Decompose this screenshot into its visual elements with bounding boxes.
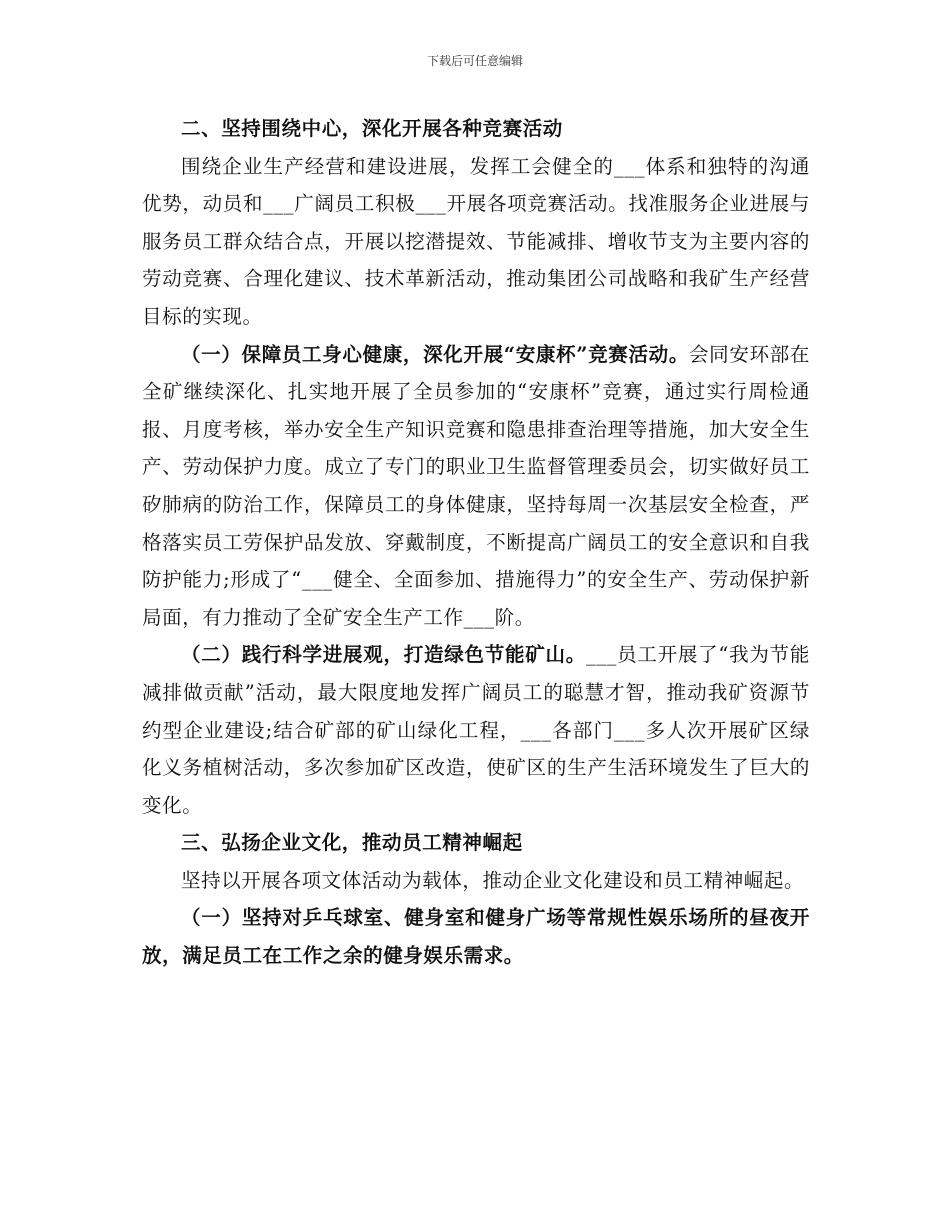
bold-paragraph: （一）坚持对乒乓球室、健身室和健身广场等常规性娱乐场所的昼夜开放，满足员工在工作之余的健身娱乐需求。 [142, 906, 810, 968]
paragraph-lead: （一）保障员工身心健康，深化开展“安康杯”竞赛活动。 [181, 342, 689, 366]
section-heading-2: 二、坚持围绕中心，深化开展各种竞赛活动 [181, 117, 563, 140]
paragraph: 围绕企业生产经营和建设进展，发挥工会健全的___体系和独特的沟通优势，动员和___广阔员工积极___开展各项竞赛活动。找准服务企业进展与服务员工群众结合点，开展以挖潜提效、节能减排、增收节支为主要内容的劳动竞赛、合理化建议、技术革新活动，推动集团公司战略和我矿生产经营目标的实现。 [142, 154, 810, 328]
section-heading-3: 三、弘扬企业文化，推动员工精神崛起 [181, 831, 523, 855]
paragraph-body: ___员工开展了“我为节能减排做贡献”活动，最大限度地发挥广阔员工的聪慧才智，推动我矿资源节约型企业建设;结合矿部的矿山绿化工程，___各部门___多人次开展矿区绿化义务植树活动，多次参加矿区改造，使矿区的生产生活环境发生了巨大的变化。 [142, 643, 810, 817]
paragraph-body: 会同安环部在全矿继续深化、扎实地开展了全员参加的“安康杯”竞赛，通过实行周检通报、月度考核，举办安全生产知识竞赛和隐患排查治理等措施，加大安全生产、劳动保护力度。成立了专门的职业卫生监督管理委员会，切实做好员工矽肺病的防治工作，保障员工的身体健康，坚持每周一次基层安全检查，严格落实员工劳保护品发放、穿戴制度，不断提高广阔员工的安全意识和自我防护能力;形成了“___健全、全面参加、措施得力”的安全生产、劳动保护新局面，有力推动了全矿安全生产工作___阶。 [142, 342, 810, 629]
paragraph-safety [142, 336, 810, 637]
paragraph-green-mine [142, 636, 810, 824]
document-body [142, 110, 810, 975]
paragraph-lead: （二）践行科学进展观，打造绿色节能矿山。 [181, 643, 586, 667]
paragraph: 坚持以开展各项文体活动为载体，推动企业文化建设和员工精神崛起。 [181, 868, 805, 892]
page-header-note: 下载后可任意编辑 [426, 54, 523, 68]
